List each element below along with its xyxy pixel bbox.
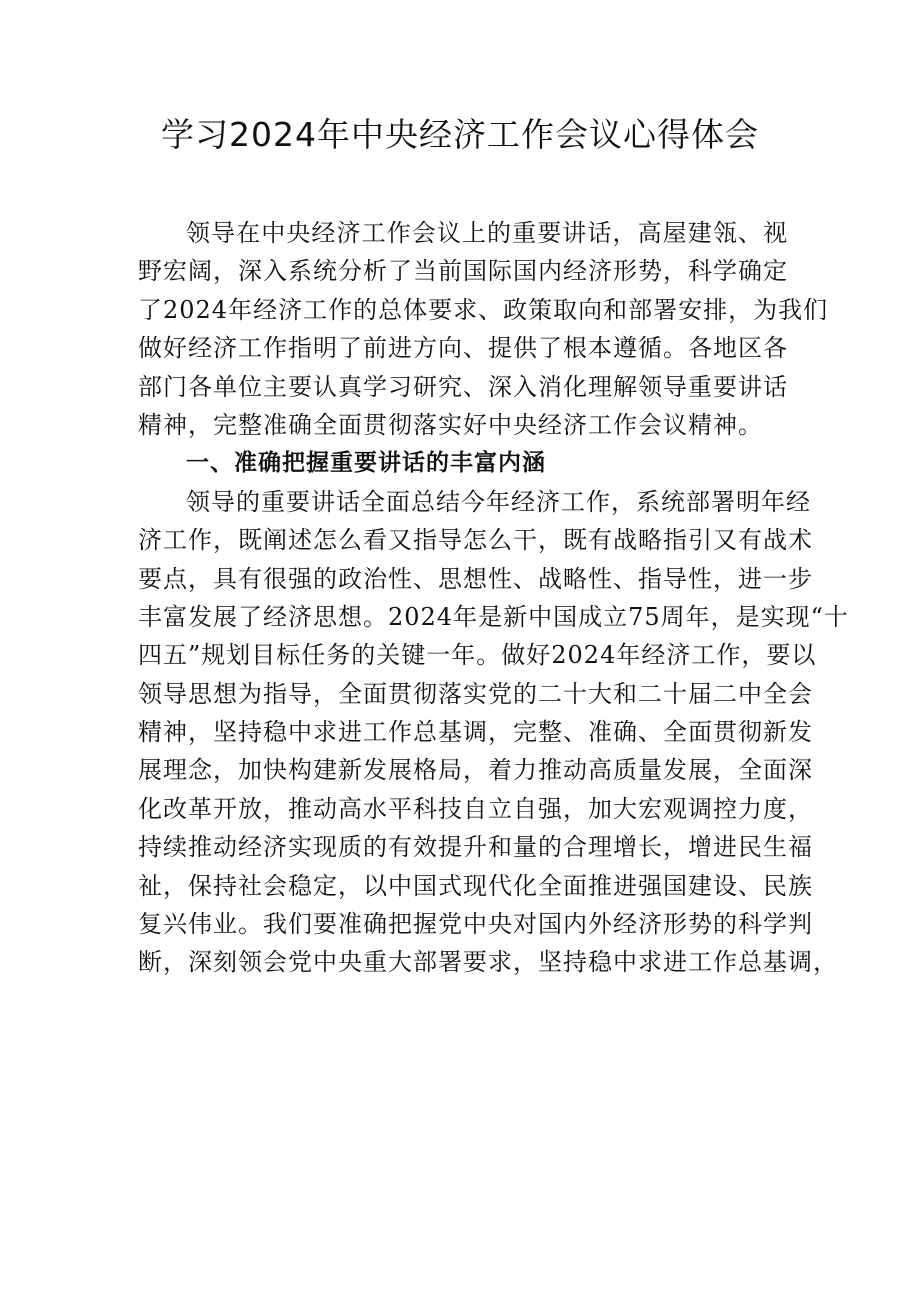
- section-1-heading: 一、准确把握重要讲话的丰富内涵: [186, 450, 546, 477]
- paragraph-1-line: 野宏阔，深入系统分析了当前国际国内经济形势，科学确定: [138, 257, 788, 286]
- paragraph-2-line: 要点，具有很强的政治性、思想性、战略性、指导性，进一步: [138, 564, 813, 593]
- document-body: [138, 214, 849, 982]
- paragraph-2-line: 持续推动经济实现质的有效提升和量的合理增长，增进民生福: [138, 833, 813, 862]
- paragraph-2-line: 复兴伟业。我们要准确把握党中央对国内外经济形势的科学判: [138, 910, 813, 939]
- paragraph-1-line: 领导在中央经济工作会议上的重要讲话，高屋建瓴、视: [186, 219, 788, 247]
- paragraph-2-line: 领导思想为指导，全面贯彻落实党的二十大和二十届二中全会: [138, 679, 813, 708]
- paragraph-2-line: 丰富发展了经济思想。2024年是新中国成立75周年，是实现“十: [138, 602, 849, 631]
- paragraph-2-line: 展理念，加快构建新发展格局，着力推动高质量发展，全面深: [138, 756, 813, 785]
- paragraph-2-line: 断，深刻领会党中央重大部署要求，坚持稳中求进工作总基调，: [138, 948, 838, 977]
- paragraph-2-line: 精神，坚持稳中求进工作总基调，完整、准确、全面贯彻新发: [138, 718, 813, 747]
- paragraph-1-line: 了2024年经济工作的总体要求、政策取向和部署安排，为我们: [138, 295, 829, 324]
- paragraph-2-line: 领导的重要讲话全面总结今年经济工作，系统部署明年经: [186, 487, 811, 516]
- paragraph-1-line: 部门各单位主要认真学习研究、深入消化理解领导重要讲话: [138, 372, 788, 401]
- paragraph-2-line: 化改革开放，推动高水平科技自立自强，加大宏观调控力度，: [138, 794, 813, 823]
- paragraph-1-line: 做好经济工作指明了前进方向、提供了根本遵循。各地区各: [138, 334, 788, 363]
- paragraph-2-line: 四五”规划目标任务的关键一年。做好2024年经济工作，要以: [138, 641, 817, 670]
- document-title: 学习2024年中央经济工作会议心得体会: [161, 115, 759, 154]
- paragraph-2-line: 济工作，既阐述怎么看又指导怎么干，既有战略指引又有战术: [138, 526, 813, 555]
- paragraph-1-line: 精神，完整准确全面贯彻落实好中央经济工作会议精神。: [138, 410, 763, 439]
- paragraph-2-line: 祉，保持社会稳定，以中国式现代化全面推进强国建设、民族: [138, 871, 813, 900]
